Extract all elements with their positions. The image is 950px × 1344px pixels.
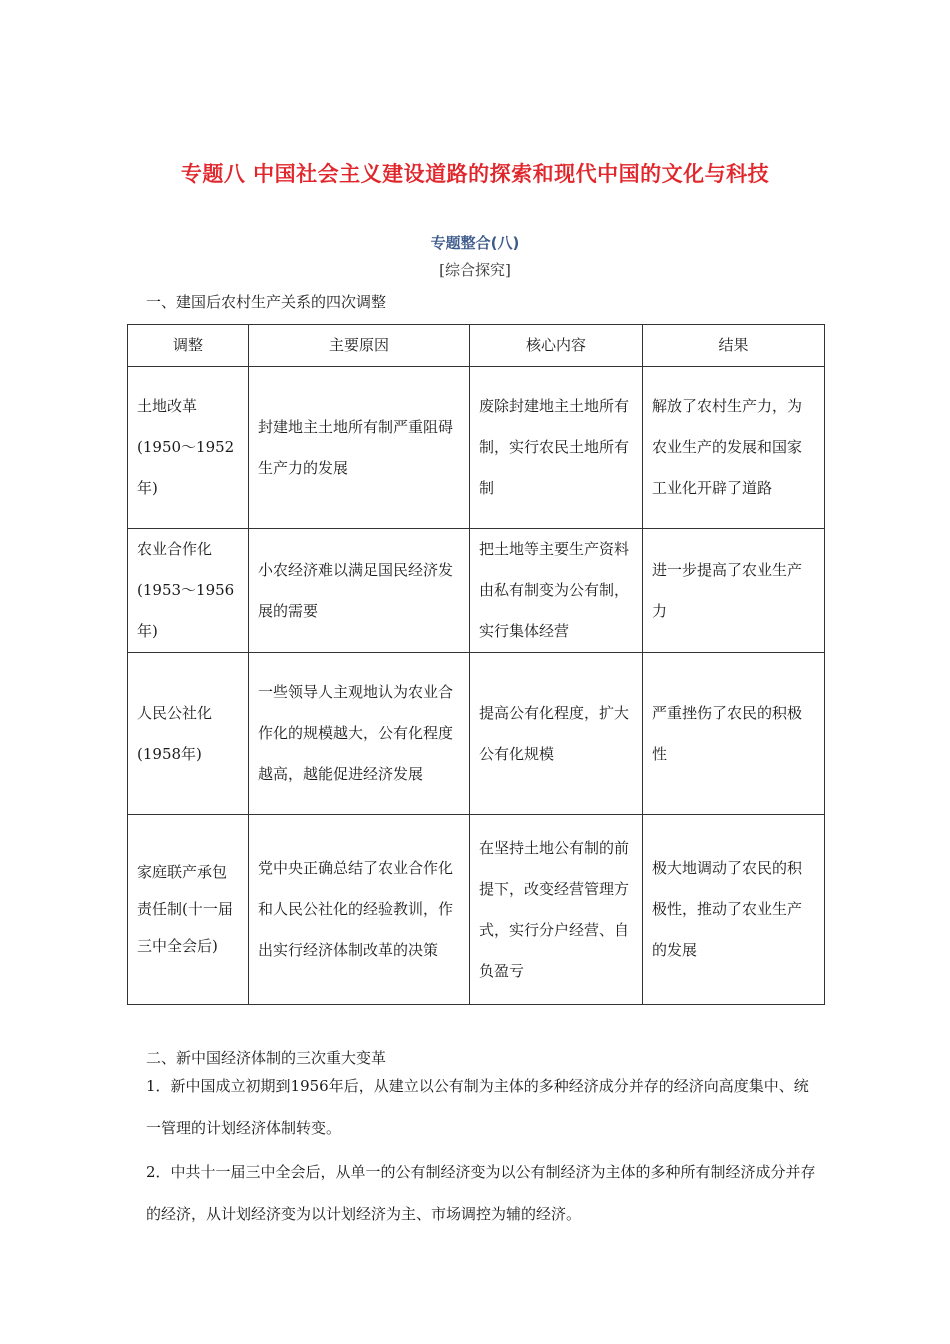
column-header: 调整 — [128, 325, 249, 367]
page-title: 专题八 中国社会主义建设道路的探索和现代中国的文化与科技 — [180, 162, 770, 186]
column-header: 核心内容 — [470, 325, 643, 367]
adjustment-content: 提高公有化程度，扩大公有化规模 — [470, 653, 643, 815]
part1-heading: 一、建国后农村生产关系的四次调整 — [146, 293, 387, 311]
adjustment-table — [127, 324, 825, 1005]
paragraph: 1．新中国成立初期到1956年后，从建立以公有制为主体的多种经济成分并存的经济向高度集中、统一管理的计划经济体制转变。 — [146, 1077, 809, 1137]
adjustment-name: 农业合作化(1953～1956年) — [128, 529, 249, 653]
adjustment-cause: 党中央正确总结了农业合作化和人民公社化的经验教训，作出实行经济体制改革的决策 — [249, 815, 470, 1005]
table-row — [128, 653, 825, 815]
adjustment-result: 解放了农村生产力，为农业生产的发展和国家工业化开辟了道路 — [643, 367, 825, 529]
adjustment-name: 人民公社化(1958年) — [128, 653, 249, 815]
table-row — [128, 529, 825, 653]
adjustment-cause: 封建地主土地所有制严重阻碍生产力的发展 — [249, 367, 470, 529]
adjustment-name: 家庭联产承包责任制(十一届三中全会后) — [128, 815, 249, 1005]
table-row — [128, 367, 825, 529]
paragraph: 2．中共十一届三中全会后，从单一的公有制经济变为以公有制经济为主体的多种所有制经济成分并存的经济，从计划经济变为以计划经济为主、市场调控为辅的经济。 — [146, 1163, 816, 1223]
table-row — [128, 815, 825, 1005]
adjustment-result: 严重挫伤了农民的积极性 — [643, 653, 825, 815]
adjustment-result: 极大地调动了农民的积极性，推动了农业生产的发展 — [643, 815, 825, 1005]
adjustment-cause: 小农经济难以满足国民经济发展的需要 — [249, 529, 470, 653]
section-tag: [综合探究] — [439, 261, 511, 279]
column-header: 主要原因 — [249, 325, 470, 367]
adjustment-name: 土地改革(1950～1952年) — [128, 367, 249, 529]
table-header-row — [128, 325, 825, 367]
adjustment-content: 把土地等主要生产资料由私有制变为公有制，实行集体经营 — [470, 529, 643, 653]
adjustment-result: 进一步提高了农业生产力 — [643, 529, 825, 653]
part2-heading: 二、新中国经济体制的三次重大变革 — [146, 1049, 387, 1067]
adjustment-content: 在坚持土地公有制的前提下，改变经营管理方式，实行分户经营、自负盈亏 — [470, 815, 643, 1005]
section-subtitle: 专题整合(八) — [430, 234, 520, 252]
adjustment-cause: 一些领导人主观地认为农业合作化的规模越大，公有化程度越高，越能促进经济发展 — [249, 653, 470, 815]
adjustment-content: 废除封建地主土地所有制，实行农民土地所有制 — [470, 367, 643, 529]
column-header: 结果 — [643, 325, 825, 367]
